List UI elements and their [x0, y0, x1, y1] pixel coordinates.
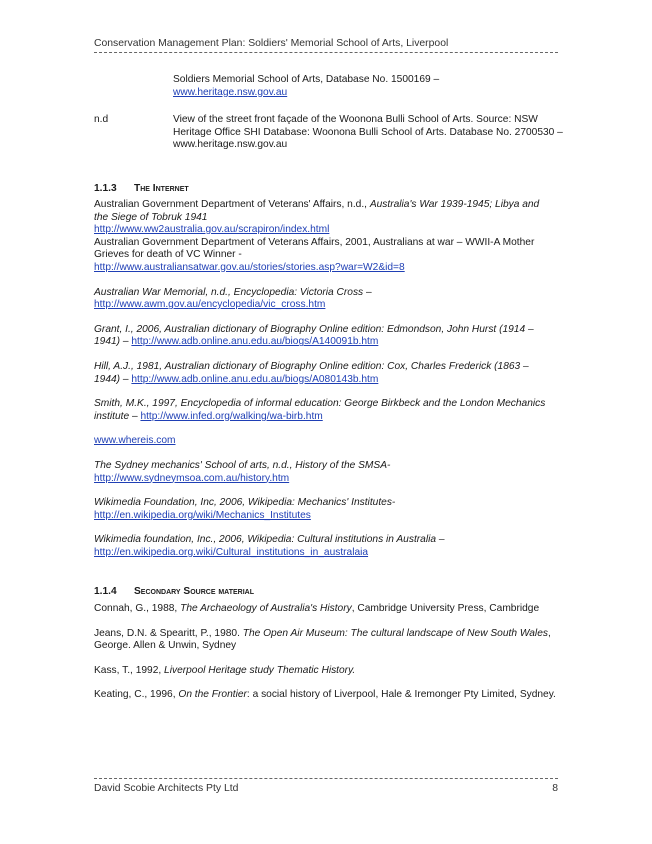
header-divider	[94, 52, 558, 53]
footer-divider	[94, 778, 558, 779]
reference-link[interactable]: http://www.ww2australia.gov.au/scrapiron/index.html	[94, 224, 330, 236]
reference-title: Liverpool Heritage study Thematic History.	[164, 664, 356, 676]
figure-caption: View of the street front façade of the Woonona Bulli School of Arts. Source: NSW Heritage Office SHI Database: Woonona Bulli School of Arts. Database No. 2700530 – www.heritage.nsw.gov.au	[173, 114, 563, 151]
reference-title: On the Frontier	[178, 689, 247, 701]
section-title: Secondary Source material	[134, 586, 254, 597]
page-footer	[94, 783, 558, 796]
reference-entry	[94, 497, 556, 522]
secondary-references	[94, 603, 556, 714]
reference-title: Hill, A.J., 1981, Australian dictionary of Biography Online edition: Cox, Charles Frederick (1863 – 1944)	[94, 360, 529, 385]
reference-entry	[94, 435, 556, 448]
reference-link[interactable]: http://en.wikipedia.org.wiki/Cultural_institutions_in_australaia	[94, 546, 369, 558]
figure-date: n.d	[94, 114, 109, 125]
reference-link[interactable]: http://www.australiansatwar.gov.au/stories/stories.asp?war=W2&id=8	[94, 261, 405, 273]
section-number: 1.1.4	[94, 586, 117, 597]
page-header: Conservation Management Plan: Soldiers' Memorial School of Arts, Liverpool	[94, 38, 449, 49]
reference-link[interactable]: http://www.adb.online.anu.edu.au/biogs/A140091b.htm	[131, 336, 379, 348]
reference-separator: –	[120, 373, 132, 385]
reference-title: The Archaeology of Australia's History	[180, 603, 352, 614]
reference-title: Wikimedia foundation, Inc., 2006, Wikipedia: Cultural institutions in Australia –	[94, 534, 445, 546]
reference-title: The Sydney mechanics' School of arts, n.d., History of the SMSA-	[94, 459, 391, 471]
reference-title: The Open Air Museum: The cultural landscape of New South Wales	[242, 627, 548, 639]
reference-title: Grant, I., 2006, Australian dictionary of Biography Online edition: Edmondson, John Hurst (1914 – 1941)	[94, 323, 534, 348]
reference-publisher: : a social history of Liverpool, Hale & Iremonger Pty Limited, Sydney.	[246, 689, 556, 701]
section-heading-internet	[94, 183, 189, 196]
reference-publisher: , George. Allen & Unwin, Sydney	[94, 627, 551, 652]
reference-entry	[94, 398, 556, 423]
reference-separator: –	[120, 336, 132, 348]
figure-link[interactable]: www.heritage.nsw.gov.au	[173, 86, 288, 98]
reference-text: Kass, T., 1992,	[94, 664, 165, 676]
reference-entry	[94, 460, 556, 485]
reference-title: Australia's War 1939-1945; Libya and the Siege of Tobruk 1941	[94, 199, 540, 223]
reference-entry	[94, 665, 556, 678]
reference-entry	[94, 324, 556, 349]
reference-entry	[94, 689, 556, 702]
reference-link[interactable]: http://www.infed.org/walking/wa-birb.htm	[140, 410, 323, 422]
section-title: The Internet	[134, 183, 189, 194]
reference-entry	[94, 361, 556, 386]
reference-link[interactable]: http://www.awm.gov.au/encyclopedia/vic_cross.htm	[94, 299, 326, 311]
reference-text: Australian Government Department of Veterans Affairs, 2001, Australians at war – WWII-A Mother Grieves for death of VC Winner -	[94, 236, 535, 261]
reference-text: Connah, G., 1988,	[94, 603, 181, 614]
reference-entry	[94, 199, 556, 237]
reference-publisher: , Cambridge University Press, Cambridge	[351, 603, 540, 614]
reference-text: Australian Government Department of Veterans' Affairs, n.d.,	[94, 199, 370, 210]
footer-company: David Scobie Architects Pty Ltd	[94, 783, 239, 794]
reference-link[interactable]: http://www.adb.online.anu.edu.au/biogs/A080143b.htm	[131, 373, 379, 385]
reference-title: Wikimedia Foundation, Inc, 2006, Wikipedia: Mechanics' Institutes-	[94, 497, 396, 509]
reference-separator: –	[363, 286, 372, 298]
figure-caption: Soldiers Memorial School of Arts, Database No. 1500169 –	[173, 74, 440, 85]
reference-entry	[94, 287, 556, 312]
reference-title: Smith, M.K., 1997, Encyclopedia of informal education: George Birkbeck and the London Mechanics institute	[94, 398, 546, 422]
reference-text: Keating, C., 1996,	[94, 689, 179, 701]
page-number: 8	[552, 783, 558, 794]
reference-entry	[94, 237, 556, 275]
section-heading-secondary	[94, 586, 254, 599]
reference-entry	[94, 603, 556, 616]
reference-separator: –	[129, 410, 141, 422]
section-number: 1.1.3	[94, 183, 117, 194]
reference-link[interactable]: http://www.sydneymsoa.com.au/history.htm	[94, 472, 290, 484]
reference-link[interactable]: http://en.wikipedia.org/wiki/Mechanics_Institutes	[94, 509, 311, 521]
reference-text: Jeans, D.N. & Spearitt, P., 1980.	[94, 627, 243, 639]
internet-references	[94, 199, 556, 571]
reference-entry	[94, 534, 556, 559]
reference-title: Australian War Memorial, n.d., Encyclopedia: Victoria Cross	[94, 286, 364, 298]
reference-entry	[94, 628, 556, 653]
reference-link[interactable]: www.whereis.com	[94, 435, 176, 447]
